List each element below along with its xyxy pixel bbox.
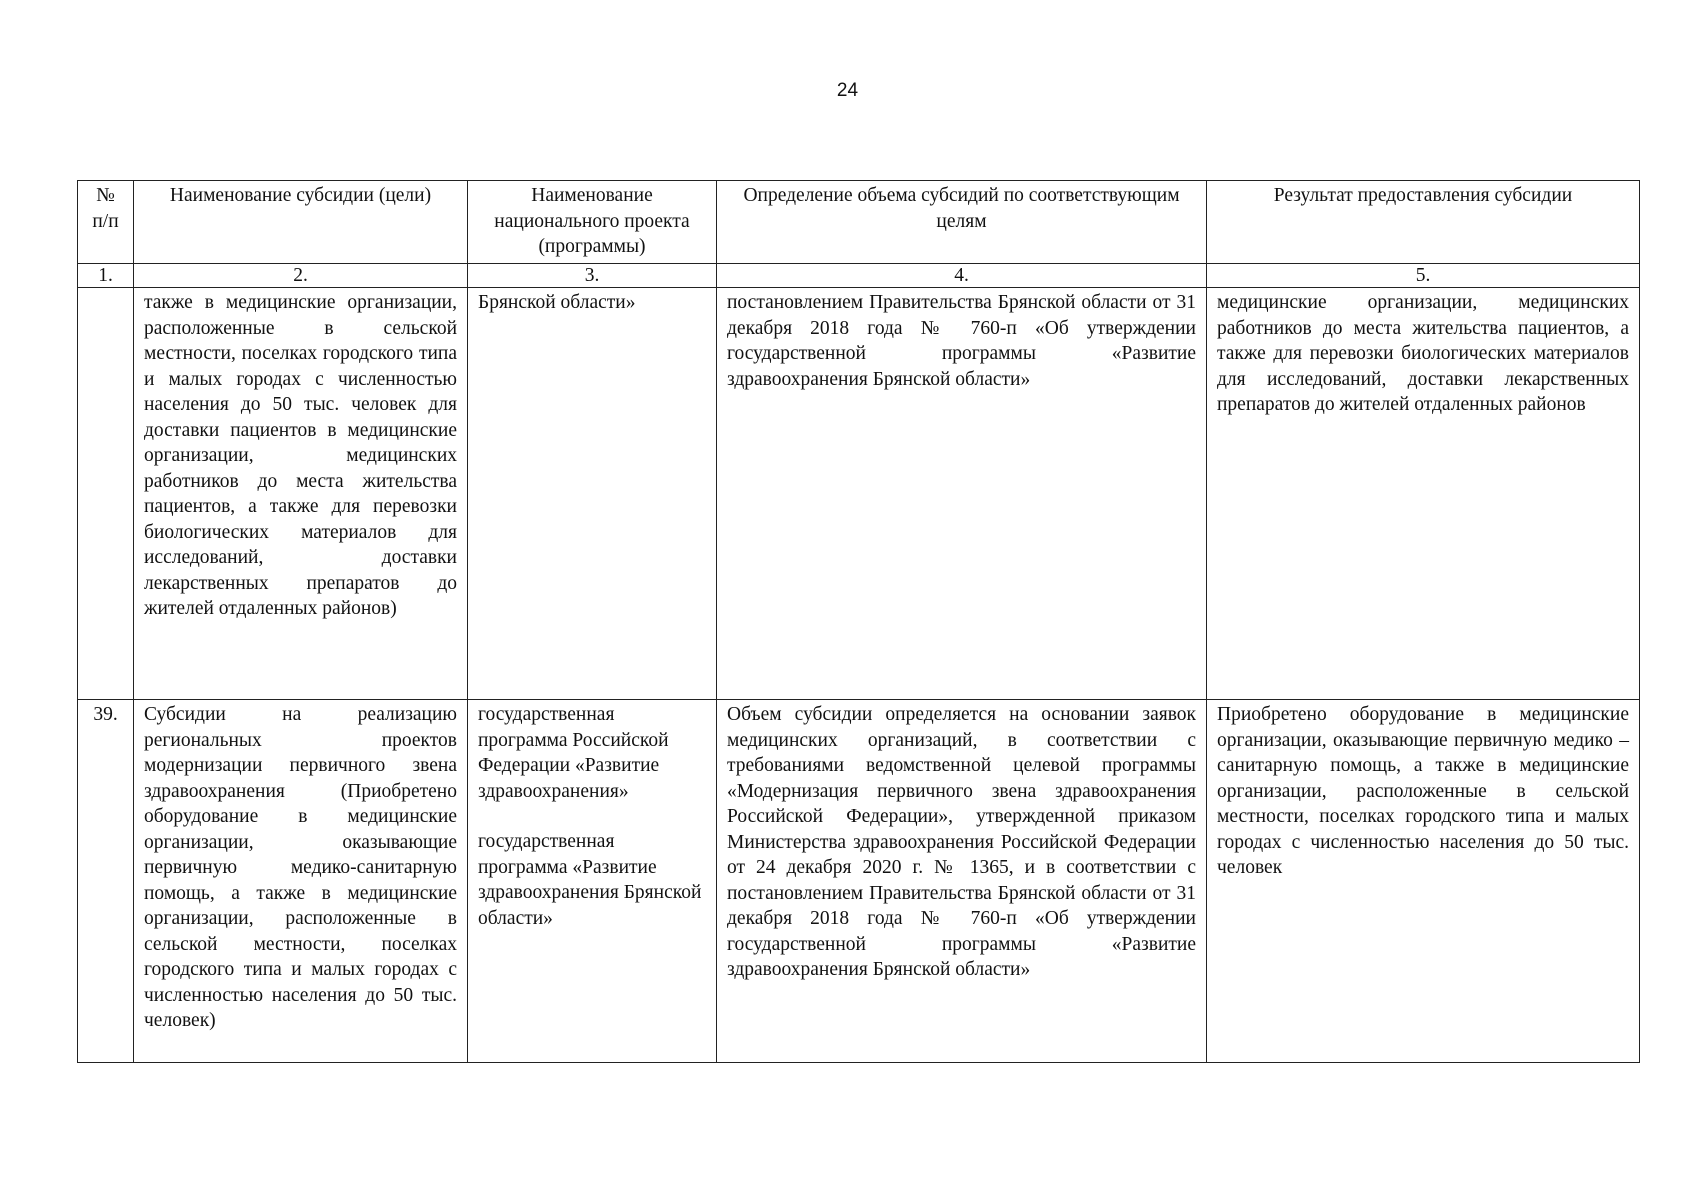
header-subsidy-name: Наименование субсидии (цели): [134, 181, 468, 264]
table-header-row: [78, 181, 1640, 264]
row-number: [78, 288, 134, 700]
column-number-row: [78, 264, 1640, 288]
header-volume-definition: Определение объема субсидий по соответствующим целям: [717, 181, 1207, 264]
header-result: Результат предоставления субсидии: [1207, 181, 1640, 264]
column-number: 3.: [468, 264, 717, 288]
header-number: № п/п: [78, 181, 134, 264]
table-row: [78, 288, 1640, 700]
national-project-cell: [468, 288, 717, 700]
volume-definition-cell: Объем субсидии определяется на основании заявок медицинских организаций, в соответствии с требованиями ведомственной целевой программы «Модернизация первичного звена здравоохранения Российской Федерации», утвержденной приказом Министерства здравоохранения Российской Федерации от 24 декабря 2020 г. № 1365, и в соответствии с постановлением Правительства Брянской области от 31 декабря 2018 года № 760-п «Об утверждении государственной программы «Развитие здравоохранения Брянской области»: [717, 700, 1207, 1063]
national-project-cell: [468, 700, 717, 1063]
result-cell: медицинские организации, медицинских работников до места жительства пациентов, а также для перевозки биологических материалов для исследований, доставки лекарственных препаратов до жителей отдаленных районов: [1207, 288, 1640, 700]
page-number: 24: [836, 80, 859, 101]
row-number: 39.: [78, 700, 134, 1063]
table-row: [78, 700, 1640, 1063]
column-number: 5.: [1207, 264, 1640, 288]
subsidy-table: [77, 180, 1640, 1063]
column-number: 1.: [78, 264, 134, 288]
column-number: 4.: [717, 264, 1207, 288]
header-national-project: Наименование национального проекта (программы): [468, 181, 717, 264]
subsidy-name-cell: также в медицинские организации, расположенные в сельской местности, поселках городского типа и малых городах с численностью населения до 50 тыс. человек для доставки пациентов в медицинские организации, медицинских работников до места жительства пациентов, а также для перевозки биологических материалов для исследований, доставки лекарственных препаратов до жителей отдаленных районов): [134, 288, 468, 700]
result-cell: Приобретено оборудование в медицинские организации, оказывающие первичную медико – санитарную помощь, а также в медицинские организации, расположенные в сельской местности, поселках городского типа и малых городах с численностью населения до 50 тыс. человек: [1207, 700, 1640, 1063]
subsidy-name-cell: Субсидии на реализацию региональных проектов модернизации первичного звена здравоохранения (Приобретено оборудование в медицинские организации, оказывающие первичную медико-санитарную помощь, а также в медицинские организации, расположенные в сельской местности, поселках городского типа и малых городах с численностью населения до 50 тыс. человек): [134, 700, 468, 1063]
column-number: 2.: [134, 264, 468, 288]
national-project-text: Брянской области»: [478, 292, 636, 313]
regional-program-text: государственная программа «Развитие здравоохранения Брянской области»: [478, 831, 702, 929]
volume-definition-cell: постановлением Правительства Брянской области от 31 декабря 2018 года № 760-п «Об утверждении государственной программы «Развитие здравоохранения Брянской области»: [717, 288, 1207, 700]
national-project-text: государственная программа Российской Федерации «Развитие здравоохранения»: [478, 704, 669, 802]
